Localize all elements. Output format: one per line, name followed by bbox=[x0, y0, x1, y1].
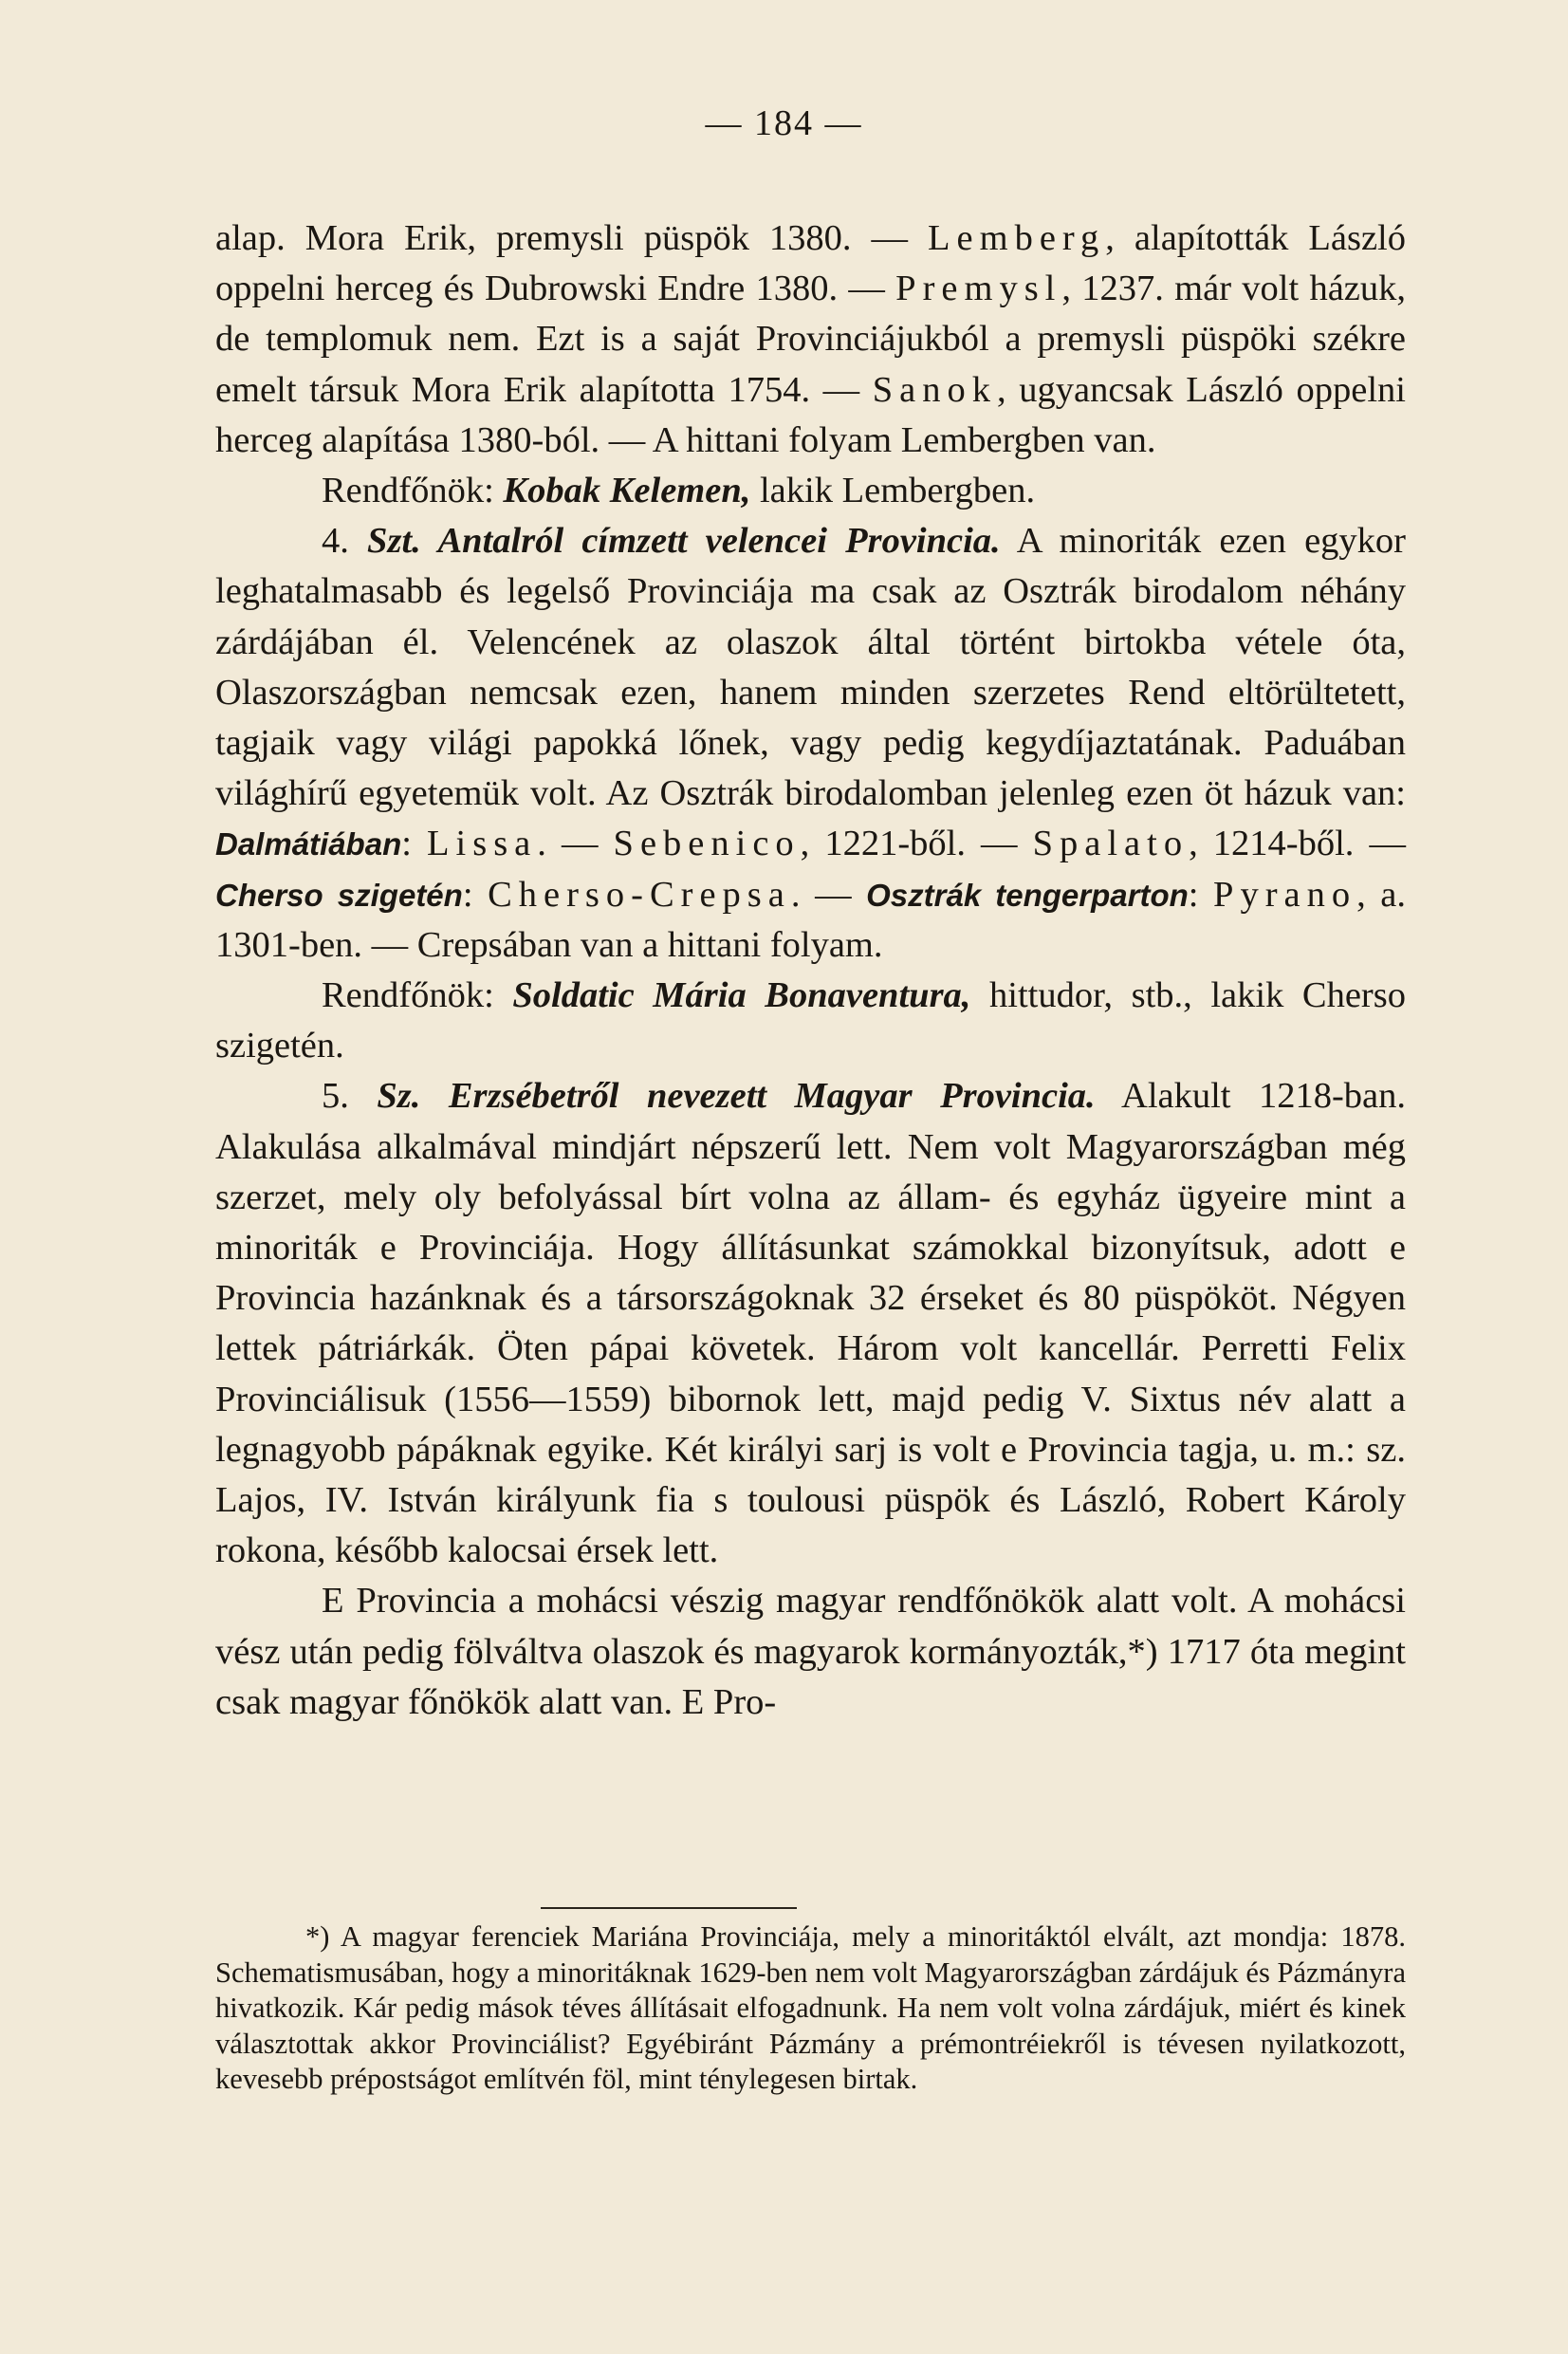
heading-magyar-provincia: Sz. Erzsébetről nevezett Magyar Provincia. bbox=[377, 1076, 1096, 1117]
text-run: , 1221-ből. — bbox=[800, 824, 1033, 864]
footnote-text: *) A magyar ferenciek Mariána Provinciája, mely a minoritáktól elvált, azt mondja: 1878. Schematismusában, hogy a minoritáknak 1629-ben nem volt Magyarországban zárdájuk és Pázmányra hivatkozik. Kár pedig mások téves állításait elfogadnunk. Ha nem volt volna zárdájuk, miért és kinek választottak akkor Provinciálist? Egyébiránt Pázmány a prémontréiekről is tévesen nyilatkozott, kevesebb prépostságot említvén föl, mint ténylegesen birtak. bbox=[215, 1920, 1406, 2096]
paragraph-velencei-provincia bbox=[215, 516, 1406, 971]
text-run: 4. bbox=[322, 521, 368, 562]
footnote-divider bbox=[541, 1907, 797, 1909]
region-osztrak-tengerpart: Osztrák tengerparton bbox=[866, 877, 1189, 913]
text-run: , a. 1301-ben. — Crepsában van a hittani folyam. bbox=[215, 874, 1406, 965]
main-text bbox=[215, 213, 1406, 1728]
text-run: : bbox=[401, 824, 427, 864]
text-run: A minoriták ezen egykor leghatalmasabb és legelső Provinciája ma csak az Osztrák birodalom néhány zárdájában él. Velencének az olaszok által történt birtokba vétele óta, Olaszországban nemcsak ezen, hanem minden szerzetes Rend eltörültetett, tagjaik vagy világi papokká lőnek, vagy pedig kegydíjaztatának. Paduában világhírű egyetemük volt. Az Osztrák birodalomban jelenleg ezen öt házuk van: bbox=[215, 521, 1406, 814]
text-run: : bbox=[462, 874, 489, 915]
text-run: , ugyancsak László oppelni herceg alapítása 1380-ból. — A hittani folyam Lembergben van. bbox=[215, 369, 1406, 460]
heading-velencei-provincia: Szt. Antalról címzett velencei Provincia. bbox=[367, 521, 1001, 562]
region-cherso: Cherso szigetén bbox=[215, 877, 463, 913]
text-run: . — bbox=[537, 824, 614, 864]
text-run: 5. bbox=[322, 1076, 378, 1117]
name-kobak-kelemen: Kobak Kelemen, bbox=[503, 471, 751, 511]
text-run: Rendfőnök: bbox=[322, 975, 513, 1016]
place-sanok: Sanok bbox=[872, 369, 998, 410]
paragraph-rendfonok-2 bbox=[215, 971, 1406, 1071]
text-run: : bbox=[1188, 874, 1214, 915]
page-number: — 184 — bbox=[705, 103, 863, 143]
paragraph-rendfonok-1 bbox=[215, 466, 1406, 516]
paragraph-mohacs: E Provincia a mohácsi vészig magyar rendfőnökök alatt volt. A mohácsi vész után pedig fölváltva olaszok és magyarok kormányozták,*) 1717 óta megint csak magyar főnökök alatt van. E Pro- bbox=[215, 1581, 1406, 1722]
text-run: , 1214-ből. — bbox=[1189, 824, 1406, 864]
region-dalmatia: Dalmátiában bbox=[215, 826, 402, 862]
place-sebenico: Sebenico bbox=[613, 824, 801, 864]
place-spalato: Spalato bbox=[1032, 824, 1190, 864]
place-lemberg: Lemberg bbox=[928, 218, 1106, 258]
paragraph-magyar-provincia bbox=[215, 1071, 1406, 1576]
text-run: . — bbox=[790, 874, 867, 915]
place-lissa: Lissa bbox=[427, 824, 538, 864]
text-run: Alakult 1218-ban. Alakulása alkalmával mindjárt népszerű lett. Nem volt Magyarországban még szerzet, mely oly befolyással bírt volna az állam- és egyház ügyeire mint a minoriták e Provinciája. Hogy állításunkat számokkal bizonyítsuk, adott e Provincia hazánknak és a társországoknak 32 érseket és 80 püspököt. Négyen lettek pátriárkák. Öten pápai követek. Három volt kancellár. Perretti Felix Provinciálisuk (1556—1559) bibornok lett, majd pedig V. Sixtus név alatt a legnagyobb pápáknak egyike. Két királyi sarj is volt e Provincia tagja, u. m.: sz. Lajos, IV. István királyunk fia s toulousi püspök és László, Robert Károly rokona, később kalocsai érsek lett. bbox=[215, 1076, 1406, 1571]
text-run: Rendfőnök: bbox=[322, 471, 504, 511]
text-run: hittudor, stb., lakik Cherso szigetén. bbox=[215, 975, 1406, 1066]
text-run: lakik Lembergben. bbox=[750, 471, 1036, 511]
place-premysl: Premysl bbox=[895, 269, 1062, 309]
place-pyrano: Pyrano bbox=[1213, 874, 1357, 915]
paragraph-lemberg bbox=[215, 213, 1406, 466]
text-run: alap. Mora Erik, premysli püspök 1380. — bbox=[215, 218, 929, 258]
text-run: , 1237. már volt házuk, de templomuk nem. Ezt is a saját Provinciájukból a premysli püspöki székre emelt társuk Mora Erik alapította 1754. — bbox=[215, 269, 1406, 410]
text-run: , alapították László oppelni herceg és Dubrowski Endre 1380. — bbox=[215, 218, 1407, 309]
footnote bbox=[215, 1919, 1406, 2098]
name-soldatic: Soldatic Mária Bonaventura, bbox=[512, 975, 971, 1016]
place-cherso-crepsa: Cherso-Crepsa bbox=[488, 874, 791, 915]
